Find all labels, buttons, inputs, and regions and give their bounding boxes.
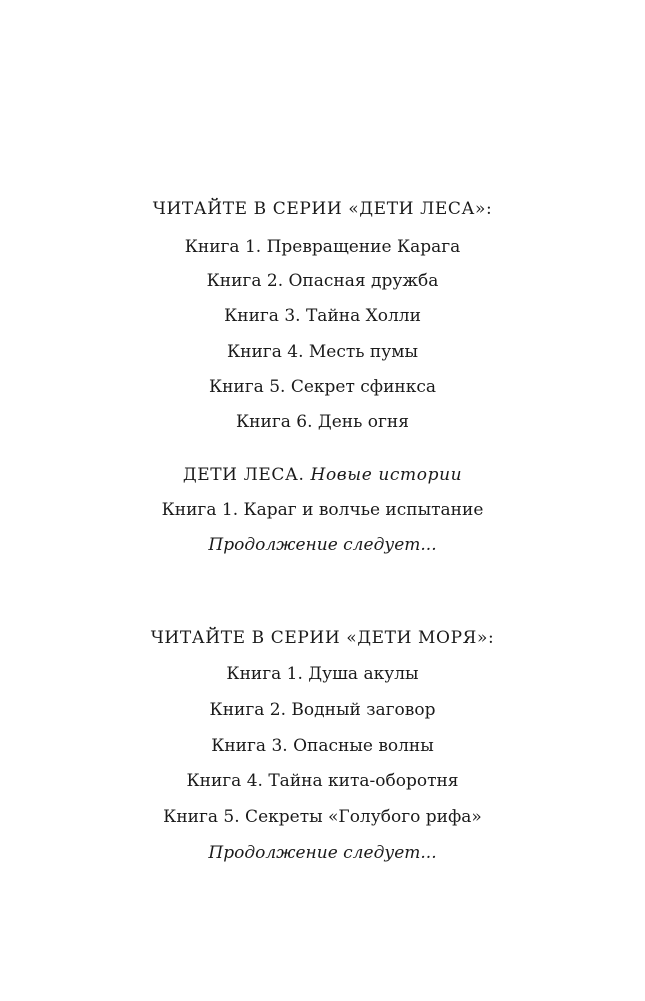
sea-book-item: Книга 2. Водный заговор (209, 700, 436, 720)
forest-book-item: Книга 3. Тайна Холли (224, 306, 421, 326)
forest-book-item: Книга 4. Месть пумы (226, 342, 419, 362)
sea-book-item: Книга 5. Секреты «Голубого рифа» (163, 807, 482, 827)
forest-book-item: Книга 5. Секрет сфинкса (208, 377, 437, 397)
forest-new-stories-subtitle: Новые истории (310, 465, 463, 485)
sea-book-item: Книга 1. Душа акулы (226, 664, 419, 684)
sea-book-item: Книга 3. Опасные волны (211, 736, 434, 756)
forest-new-stories-title: ДЕТИ ЛЕСА. (182, 465, 305, 485)
forest-book-item: Книга 1. Превращение Карага (184, 237, 461, 257)
sea-book-item: Книга 4. Тайна кита-оборотня (186, 771, 459, 791)
forest-continued-note: Продолжение следует... (208, 535, 437, 555)
forest-book-item: Книга 2. Опасная дружба (206, 271, 439, 291)
sea-series-heading: ЧИТАЙТЕ В СЕРИИ «ДЕТИ МОРЯ»: (150, 628, 495, 648)
forest-new-stories-book-item: Книга 1. Караг и волчье испытание (161, 500, 484, 520)
forest-new-stories-heading (0, 464, 645, 486)
forest-book-item: Книга 6. День огня (236, 412, 409, 432)
sea-continued-note: Продолжение следует... (208, 843, 437, 863)
forest-series-heading: ЧИТАЙТЕ В СЕРИИ «ДЕТИ ЛЕСА»: (152, 199, 493, 219)
